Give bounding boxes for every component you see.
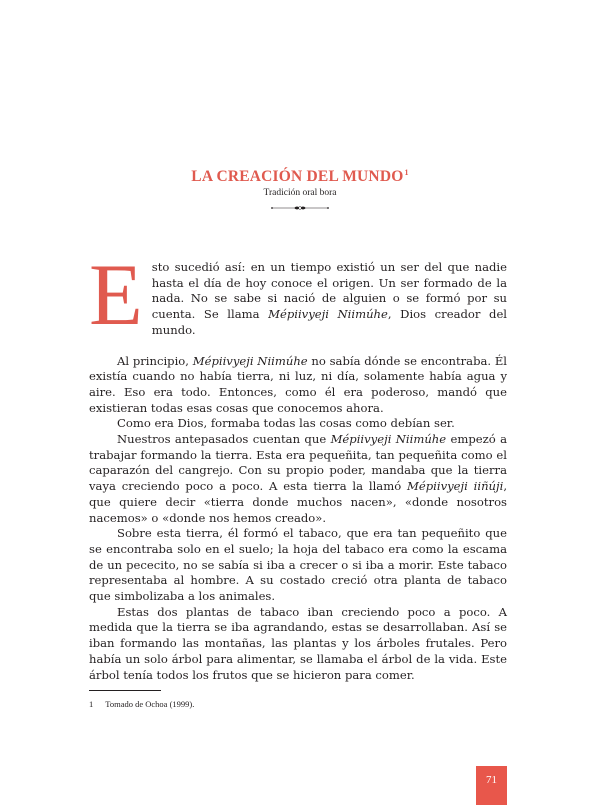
paragraph-2-text-a: Al principio, [117, 353, 193, 368]
page-number-box [476, 766, 507, 805]
paragraph-2 [89, 354, 507, 417]
paragraph-4-text-c: , que quiere decir «tierra donde muchos nacen», «donde nosotros nacemos» o «donde nos hemos creado». [89, 479, 507, 525]
paragraph-1-italic-name: Mépiivyeji Niimúhe [268, 307, 388, 322]
page-number: 71 [486, 774, 497, 786]
paragraph-4-italic-term: Mépiivyeji iiñúji [407, 479, 504, 494]
footnote [89, 699, 194, 709]
paragraph-1-text-a: sto sucedió así: en un tiempo existió un ser del que nadie hasta el día de hoy conoce el origen. Un ser formado de la nada. No se sabe si nació de alguien o se formó por su cuenta. Se llama [151, 260, 507, 322]
paragraph-2-text-b: no sabía dónde se encontraba. Él existía cuando no había tierra, ni luz, ni día, solamente había agua y aire. Eso era todo. Entonces, como él era poderoso, mandó que existieran todas esas cosas que conocemos ahora. [89, 353, 508, 415]
footnote-reference[interactable]: 1 [404, 168, 409, 177]
body-text [89, 247, 508, 683]
paragraph-4-italic-name: Mépiivyeji Niimúhe [330, 432, 447, 447]
paragraph-1-text-b: , Dios creador del mundo. [151, 307, 508, 337]
paragraph-6: Estas dos plantas de tabaco iban creciendo poco a poco. A medida que la tierra se iba agrandando, estas se desarrollaban. Así se iban formando las montañas, las plantas y los árboles frutales. Pero había un solo árbol para alimentar, se llamaba el árbol de la vida. Este árbol tenía todos los frutos que se hicieron para comer. [89, 604, 507, 682]
chapter-title [0, 168, 600, 186]
footnote-text: Tomado de Ochoa (1999). [105, 699, 195, 709]
chapter-subtitle: Tradición oral bora [263, 188, 337, 198]
footnote-number: 1 [89, 699, 94, 709]
footnote-divider [89, 690, 161, 691]
paragraph-5: Sobre esta tierra, él formó el tabaco, que era tan pequeñito que se encontraba solo en el suelo; la hoja del tabaco era como la escama de un pececito, no se sabía si iba a crecer o si iba a morir. Este tabaco representaba al hombre. A su costado creció otra planta de tabaco que simbolizaba a los animales. [89, 526, 507, 604]
ornament-divider-icon [270, 203, 330, 213]
paragraph-3: Como era Dios, formaba todas las cosas como debían ser. [117, 416, 455, 431]
chapter-title-text: LA CREACIÓN DEL MUNDO [191, 168, 404, 186]
drop-cap: E [89, 247, 143, 344]
paragraph-1 [89, 247, 508, 344]
paragraph-2-italic-name: Mépiivyeji Niimúhe [192, 353, 308, 368]
paragraph-4 [89, 432, 507, 526]
paragraph-4-text-a: Nuestros antepasados cuentan que [117, 432, 331, 447]
paragraph-4-text-b: empezó a trabajar formando la tierra. Esta era pequeñita, tan pequeñita como el caparazón del cangrejo. Con su propio poder, mandaba que la tierra vaya creciendo poco a poco. A esta tierra la llamó [89, 432, 507, 494]
